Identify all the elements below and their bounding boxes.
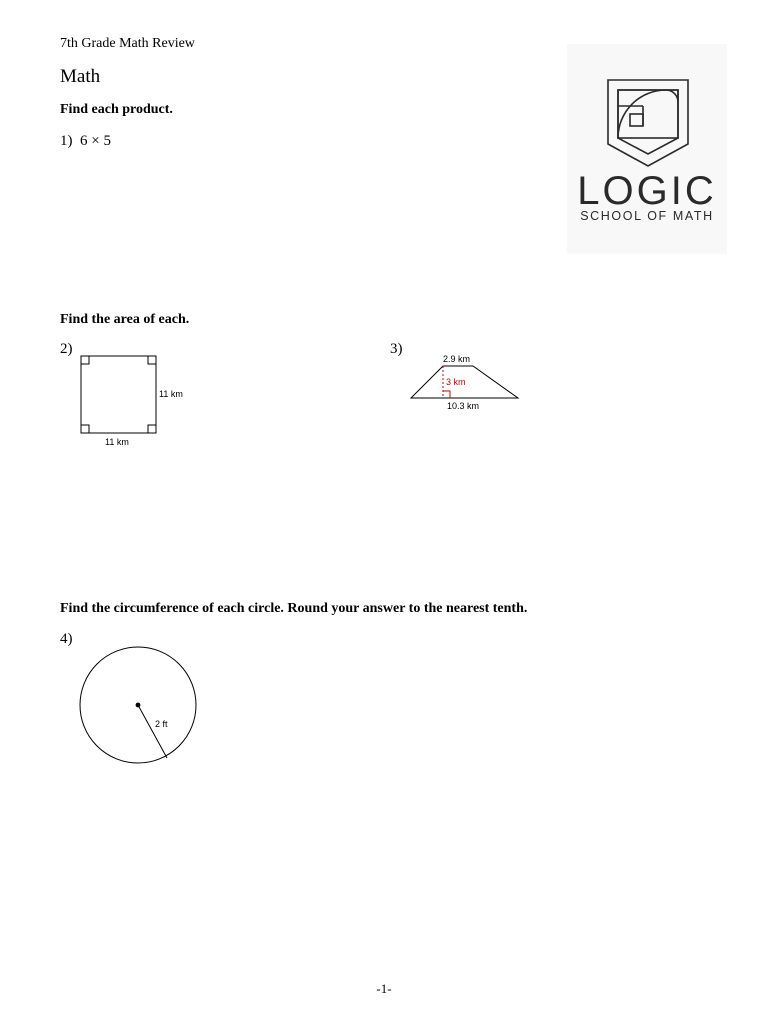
- instruction-find-area: Find the area of each.: [60, 312, 190, 327]
- bottom-length-label: 11 km: [105, 437, 129, 447]
- logo-emblem-icon: [608, 80, 688, 166]
- bottom-base-label: 10.3 km: [447, 401, 480, 411]
- problem-4-number: 4): [60, 631, 73, 647]
- instruction-find-product: Find each product.: [60, 102, 173, 117]
- instruction-find-circumference: Find the circumference of each circle. Round your answer to the nearest tenth.: [60, 601, 528, 616]
- height-label: 3 km: [446, 377, 466, 387]
- problem-1: [60, 133, 111, 150]
- worksheet-title: 7th Grade Math Review: [60, 36, 195, 51]
- square-figure: [75, 350, 200, 450]
- logo-subtitle: SCHOOL OF MATH: [580, 209, 714, 223]
- problem-3-number: 3): [390, 341, 403, 357]
- page-number: -1-: [376, 981, 392, 996]
- problem-number: 1): [60, 133, 73, 149]
- height-right-angle: [443, 391, 450, 398]
- top-base-label: 2.9 km: [443, 354, 471, 364]
- logo: [567, 44, 727, 254]
- radius-line: [138, 705, 167, 758]
- circle-figure: [75, 640, 205, 770]
- problem-2-number: 2): [60, 341, 73, 357]
- side-length-label: 11 km: [159, 389, 183, 399]
- logo-brand: LOGIC: [577, 169, 717, 213]
- trapezoid-figure: [405, 350, 530, 415]
- problem-expression: 6 × 5: [80, 133, 111, 149]
- radius-label: 2 ft: [155, 719, 168, 729]
- logo-graphic: [567, 44, 727, 254]
- right-angle-markers: [81, 356, 156, 433]
- subject-heading: Math: [60, 66, 101, 87]
